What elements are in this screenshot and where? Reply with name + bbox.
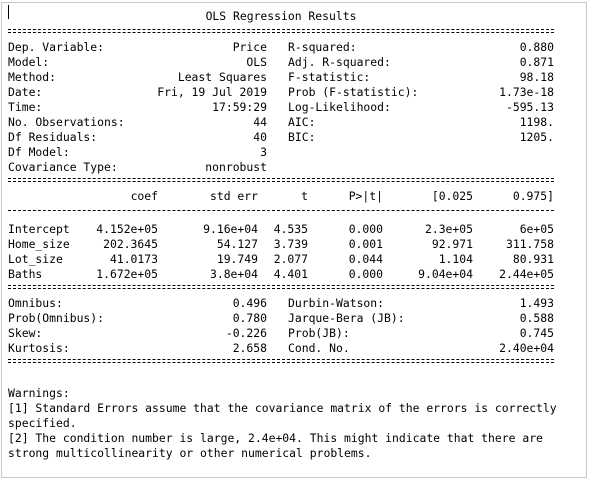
table-cell: 2.44e+05 [499,267,554,281]
summary-row [8,130,554,145]
summary-label: Prob (F-statistic): [288,85,419,99]
table-cell: 0.044 [348,252,383,266]
coef-header-row [8,189,554,204]
table-cell: 6e+05 [519,222,554,236]
summary-label: Date: [8,85,43,99]
diagnostic-value: 1.493 [519,296,554,310]
summary-label: Dep. Variable: [8,40,105,54]
summary-label: Log-Likelihood: [288,100,391,114]
table-cell: 3.8e+04 [209,267,258,281]
summary-row [8,160,554,175]
table-cell: 0.001 [348,237,383,251]
row-label: Baths [8,267,43,281]
summary-row [8,55,554,70]
diagnostic-value: 2.40e+04 [499,341,554,355]
summary-value: Least Squares [177,70,267,84]
diagnostic-value: 0.780 [232,311,267,325]
summary-label: No. Observations: [8,115,125,129]
diagnostic-label: Kurtosis: [8,341,70,355]
column-header: std err [209,189,258,203]
summary-value: 17:59:29 [212,100,267,114]
diagnostic-label: Jarque-Bera (JB): [288,311,405,325]
summary-value: 40 [253,130,267,144]
results-title: OLS Regression Results [205,9,357,23]
diagnostic-row [8,296,554,311]
table-cell: 2.077 [273,252,308,266]
table-cell: 4.535 [273,222,308,236]
summary-row [8,115,554,130]
diagnostic-label: Omnibus: [8,296,63,310]
summary-value: Price [232,40,267,54]
divider-double [8,359,554,363]
summary-row [8,145,554,160]
summary-value: 1.73e-18 [499,85,554,99]
diagnostic-row [8,326,554,341]
row-label: Intercept [8,222,70,236]
summary-value: 3 [260,145,267,159]
table-cell: 0.000 [348,222,383,236]
table-cell: 2.3e+05 [424,222,473,236]
summary-label: Df Residuals: [8,130,98,144]
table-cell: 9.04e+04 [418,267,473,281]
column-header: t [301,189,308,203]
summary-value: -595.13 [505,100,554,114]
table-row [8,267,554,282]
diagnostic-row [8,341,554,356]
table-cell: 311.758 [505,237,554,251]
table-cell: 54.127 [216,237,258,251]
warnings-heading: Warnings: [8,386,70,400]
divider-double [8,29,554,33]
divider-single [8,210,554,211]
column-header: 0.975] [512,189,554,203]
diagnostic-label: Skew: [8,326,43,340]
warning-line: [1] Standard Errors assume that the covariance matrix of the errors is correctly [8,401,557,415]
summary-label: AIC: [288,115,316,129]
summary-value: nonrobust [205,160,267,174]
summary-row [8,85,554,100]
table-row [8,252,554,267]
row-label: Lot_size [8,252,63,266]
table-cell: 3.739 [273,237,308,251]
summary-label: BIC: [288,130,316,144]
table-cell: 4.401 [273,267,308,281]
summary-value: 0.880 [519,40,554,54]
warning-line: [2] The condition number is large, 2.4e+04. This might indicate that there are [8,431,543,445]
summary-value: OLS [246,55,267,69]
diagnostic-label: Prob(JB): [288,326,350,340]
summary-value: 0.871 [519,55,554,69]
table-cell: 80.931 [512,252,554,266]
summary-row [8,100,554,115]
table-cell: 202.3645 [103,237,158,251]
column-header: [0.025 [431,189,473,203]
diagnostic-label: Prob(Omnibus): [8,311,105,325]
diagnostic-value: -0.226 [225,326,267,340]
divider-double [8,285,554,289]
summary-label: Model: [8,55,50,69]
table-cell: 92.971 [431,237,473,251]
column-header: coef [130,189,158,203]
table-cell: 19.749 [216,252,258,266]
row-label: Home_size [8,237,70,251]
table-cell: 4.152e+05 [96,222,158,236]
warning-line: specified. [8,416,77,430]
diagnostic-label: Durbin-Watson: [288,296,385,310]
table-row [8,237,554,252]
diagnostic-label: Cond. No. [288,341,350,355]
summary-value: 98.18 [519,70,554,84]
table-cell: 1.672e+05 [96,267,158,281]
summary-value: 44 [253,115,267,129]
diagnostic-value: 2.658 [232,341,267,355]
summary-label: F-statistic: [288,70,371,84]
summary-label: Covariance Type: [8,160,118,174]
table-cell: 41.0173 [109,252,158,266]
summary-label: Method: [8,70,57,84]
table-cell: 9.16e+04 [203,222,258,236]
summary-value: Fri, 19 Jul 2019 [157,85,267,99]
summary-label: Time: [8,100,43,114]
warning-line: strong multicollinearity or other numerical problems. [8,446,372,460]
table-row [8,222,554,237]
divider-double [8,178,554,182]
summary-value: 1198. [519,115,554,129]
column-header: P>|t| [348,189,383,203]
summary-row [8,40,554,55]
diagnostic-row [8,311,554,326]
summary-value: 1205. [519,130,554,144]
diagnostic-value: 0.496 [232,296,267,310]
summary-label: Df Model: [8,145,70,159]
summary-label: R-squared: [288,40,357,54]
diagnostic-value: 0.745 [519,326,554,340]
summary-row [8,70,554,85]
diagnostic-value: 0.588 [519,311,554,325]
table-cell: 0.000 [348,267,383,281]
summary-label: Adj. R-squared: [288,55,391,69]
table-cell: 1.104 [438,252,473,266]
